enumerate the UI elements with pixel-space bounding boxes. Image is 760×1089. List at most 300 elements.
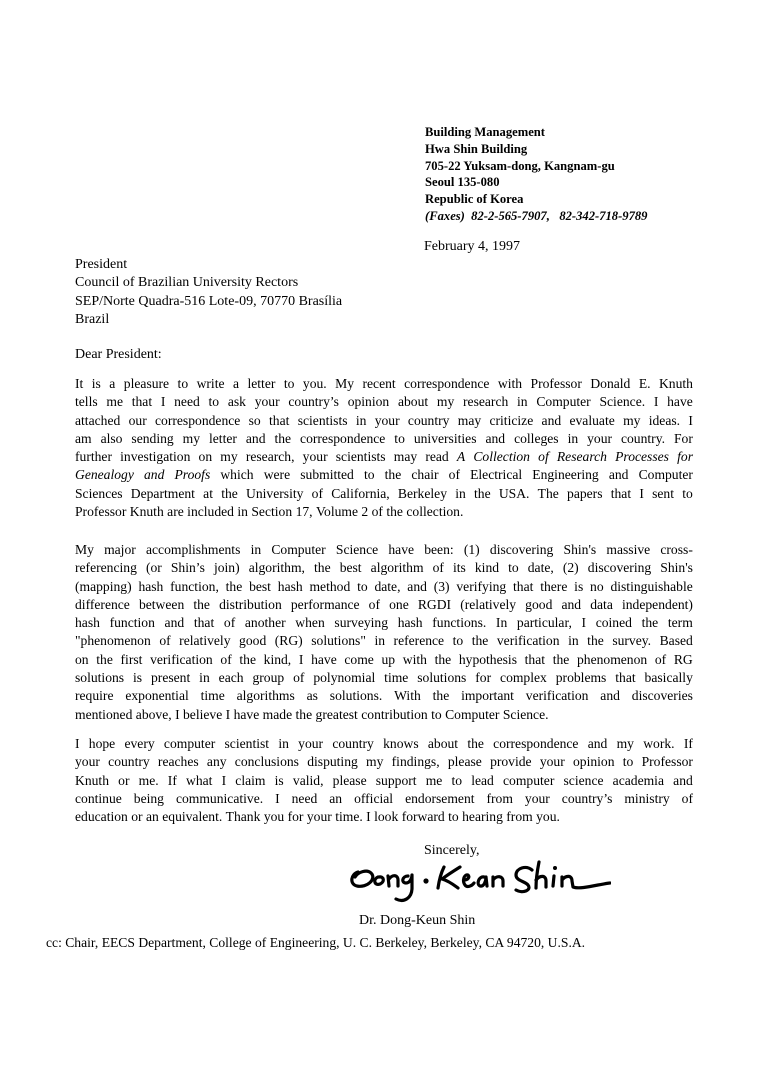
word: I [75,736,80,751]
word: to [431,706,442,722]
word: am [75,430,92,446]
paragraph-line [75,753,693,771]
word: that [513,578,534,594]
word: may [457,412,482,428]
word: If [167,772,177,788]
word: Knuth [129,504,164,520]
word: your [306,809,332,825]
word: the [384,467,402,483]
word: I [639,485,644,501]
word: further [75,449,112,465]
word: of [538,449,549,465]
word: function [109,615,155,631]
word: Volume [315,504,359,520]
word: in [455,485,466,501]
paragraph-line [75,772,693,790]
word: and [608,467,629,483]
word: from [486,790,513,806]
paragraph-line [75,596,693,614]
word: good [525,596,553,612]
word: your [587,430,613,446]
word: good [239,633,267,649]
word: to [208,394,220,410]
word: there [540,578,568,594]
word: difference [75,596,130,612]
word: reference [393,633,445,649]
word: I [298,651,304,667]
word: solutions" [311,633,366,649]
word: an [145,809,159,825]
word: particular, [516,615,572,631]
word: scientist [224,736,270,751]
word: in [250,542,262,557]
paragraph-line [75,485,693,503]
word: look [374,809,399,825]
word: which [220,467,254,483]
recipient-line: SEP/Norte Quadra-516 Lote-09, 70770 Brasília [75,293,343,309]
word: in [568,633,579,649]
word: research [463,394,509,410]
paragraph-line [75,393,693,411]
word: 17, [295,504,313,520]
word: of [432,560,444,576]
word: My [75,542,94,557]
word: Professor [530,376,582,391]
word: hope [88,736,116,751]
word: time [384,670,409,686]
word: to [682,485,693,501]
word: algorithm [370,560,424,576]
word: is [91,376,101,391]
word: your [539,754,565,770]
word: If [683,736,693,751]
signature-stroke [493,877,503,886]
word: Electrical [470,467,523,483]
word: the [474,485,491,501]
word: and [673,772,693,788]
paragraph-line [75,578,693,596]
word: the [295,706,313,722]
paragraph-line [75,503,693,521]
word: recent [362,376,396,391]
word: I [366,809,371,825]
word: about [397,394,429,410]
word: RGDI [417,596,452,612]
word: correspondence [300,430,386,446]
word: in [278,736,289,751]
word: function, [170,578,219,594]
sender-line: Seoul 135-080 [425,175,500,190]
body-paragraph-1 [75,375,693,521]
word: Processes [615,449,669,465]
word: Computer [271,542,326,557]
word: disputing [307,754,358,770]
word: to [448,809,459,825]
word: for [677,449,693,465]
word: need [291,790,318,806]
word: Professor [641,754,693,770]
word: Computer [445,706,500,722]
word: of [371,504,383,520]
word: for [287,809,304,825]
word: distribution [219,596,282,612]
word: Thank [225,809,261,825]
word: Engineering [532,467,599,483]
word: that [615,670,636,686]
word: have [233,706,260,722]
word: massive [606,542,651,557]
word: 2 [361,504,369,520]
word: Knuth [658,376,693,391]
word: the [96,651,113,667]
word: (1) [463,542,480,557]
word: of [220,651,232,667]
word: referencing [75,560,137,576]
word: basically [644,670,693,686]
word: academia [612,772,664,788]
word: I [175,706,180,722]
word: of [311,485,323,501]
word: first [120,651,143,667]
word: the [467,736,484,751]
word: my [623,412,641,428]
word: pleasure [123,376,170,391]
word: solutions. [329,688,383,704]
word: Science. [599,394,646,410]
word: country. [620,430,666,446]
word: equivalent. [162,809,223,825]
signature-stroke [516,868,532,892]
word: my [220,449,238,465]
word: your [75,754,100,770]
word: my [182,430,201,446]
word: independent) [621,596,693,612]
word: cross- [660,542,693,557]
word: knows [383,736,419,751]
recipient-line: Brazil [75,311,110,327]
word: a [232,376,240,391]
word: coined [595,615,632,631]
word: Proofs [174,467,211,483]
word: claim [235,772,266,788]
word: is [274,772,284,788]
word: attached [75,412,121,428]
paragraph-line [75,448,693,466]
word: It [75,376,84,391]
word: join) [213,560,240,576]
word: to [452,633,464,649]
word: surveying [334,615,389,631]
word: In [495,615,508,631]
word: you. [536,809,560,825]
word: solutions [75,670,125,686]
word: USA. [498,485,530,501]
word: an [329,790,343,806]
word: that [193,615,215,631]
word: (3) [433,578,450,594]
paragraph-line [75,669,693,687]
word: our [128,412,147,428]
word: correspondence [155,412,241,428]
word: problems [555,670,607,686]
carbon-copy-line: cc: Chair, EECS Department, College of Engineering, U. C. Berkeley, Berkeley, CA 94720, U.S.A. [46,935,586,950]
word: Sciences [75,485,123,501]
word: (or [145,560,162,576]
word: findings, [391,754,440,770]
word: chair [411,467,439,483]
word: the [314,560,331,576]
word: my [366,754,384,770]
word: may [393,449,418,465]
word: California, [331,485,390,501]
word: of [681,790,693,806]
word: another [244,615,286,631]
recipient-line: President [75,257,128,272]
word: read [425,449,449,465]
word: me. [138,772,159,788]
sender-address [425,124,647,225]
word: the [587,633,604,649]
word: provide [490,754,532,770]
word: when [295,615,325,631]
word: data [590,596,613,612]
word: verification [150,651,213,667]
word: I [221,772,227,788]
word: to [508,560,519,576]
word: Shin’s [170,560,205,576]
word: with [402,651,427,667]
word: were [263,467,291,483]
word: hash [397,615,423,631]
word: Professor [75,504,127,520]
word: valid, [292,772,324,788]
word: from [506,809,533,825]
word: colleges [514,430,559,446]
word: ideas. [648,412,681,428]
salutation: Dear President: [75,347,162,362]
word: time. [335,809,363,825]
word: computer [503,772,555,788]
word: (RG) [274,633,303,649]
word: University [246,485,304,501]
word: With [394,688,421,704]
word: papers [567,485,603,501]
word: relatively [179,633,231,649]
word: that [131,394,153,410]
word: the [434,651,452,667]
word: universities [413,430,477,446]
word: present [151,670,191,686]
word: hypothesis [458,651,517,667]
word: need [174,394,200,410]
paragraph-line [75,808,693,826]
word: with [497,376,523,391]
word: of [654,651,667,667]
word: have [667,394,693,410]
word: discovering [489,542,554,557]
word: Based [659,633,693,649]
letter-date: February 4, 1997 [424,239,521,254]
word: (relatively [460,596,517,612]
word: and [541,412,562,428]
word: hash [138,578,164,594]
word: the [471,633,489,649]
word: hash [75,615,100,631]
word: Genealogy [75,467,134,483]
word: and [561,596,582,612]
word: A [456,449,466,465]
word: solutions [417,670,467,686]
word: your [298,736,324,751]
word: date, [527,560,554,576]
word: have [311,651,337,667]
word: and [485,430,506,446]
word: to [283,376,295,391]
paragraph-line [75,687,693,705]
word: mentioned [75,706,133,722]
word: Donald [590,376,631,391]
word: endorsement [405,790,475,806]
word: to [394,430,405,446]
paragraph-line [75,559,693,577]
word: been: [424,542,454,557]
word: that [610,485,632,501]
word: and [600,688,620,704]
word: ministry [624,790,670,806]
word: polynomial [313,670,376,686]
paragraph-line [75,541,693,559]
word: come [344,651,374,667]
word: correspondence [493,736,579,751]
word: letter [209,430,237,446]
word: to [357,578,368,594]
word: in [517,394,528,410]
word: please [447,754,482,770]
word: important [461,688,514,704]
word: the [274,430,292,446]
signer-name: Dr. Dong-Keun Shin [359,913,476,928]
word: I [225,706,231,722]
word: to [363,467,375,483]
word: The [537,485,559,501]
word: country [108,754,150,770]
word: Collection [473,449,530,465]
sender-faxes [425,208,647,225]
word: of [223,615,236,631]
word: science [563,772,604,788]
word: no [590,578,604,594]
word: performance [290,596,360,612]
word: conclusions [234,754,299,770]
word: believe [183,706,223,722]
signature-stroke [562,876,610,887]
word: exponential [125,688,189,704]
word: at [203,485,213,501]
word: country [332,736,374,751]
word: me [106,394,123,410]
word: made [262,706,293,722]
word: "phenomenon [75,633,151,649]
word: what [186,772,213,788]
faxes-label: (Faxes) [425,208,465,223]
word: evaluate [569,412,615,428]
word: included [187,504,234,520]
word: in [567,430,579,446]
word: I [160,394,166,410]
word: about [427,736,459,751]
word: every [124,736,155,751]
word: the [552,651,570,667]
word: of [448,467,460,483]
word: have [388,542,415,557]
word: I [653,394,659,410]
word: please [332,772,367,788]
word: Computer [638,467,693,483]
word: of [368,596,380,612]
word: and [144,467,165,483]
sender-line: Hwa Shin Building [425,141,528,156]
word: I [688,412,693,428]
word: best [339,560,362,576]
word: education [75,809,128,825]
word: for [475,670,492,686]
word: Shin's [660,560,693,576]
word: date, [374,578,401,594]
word: Knuth [75,772,109,788]
word: me [425,772,443,788]
word: your [524,790,550,806]
word: you [263,809,285,825]
word: RG [673,651,693,667]
word: major [104,542,136,557]
word: are [167,504,184,520]
word: support [375,772,417,788]
signature-stroke [464,875,474,887]
word: in [237,504,248,520]
word: your [302,449,328,465]
word: opinion [347,394,390,410]
word: algorithms [236,688,295,704]
paragraph-line [75,412,693,430]
word: opinion [572,754,615,770]
word: that [524,651,546,667]
word: one [389,596,409,612]
recipient-address [75,256,342,329]
word: your [374,412,400,428]
paragraph-line [75,651,693,669]
word: research, [245,449,295,465]
word: contribution [361,706,428,722]
word: computer [163,736,216,751]
word: time [200,688,225,704]
paragraph-line [75,706,693,724]
sender-line: 705-22 Yuksam-dong, Kangnam-gu [425,158,615,173]
word: hash [277,578,303,594]
paragraph-line [75,375,693,393]
word: discovering [587,560,652,576]
word: work. [643,736,675,751]
word: between [138,596,185,612]
word: and [245,430,266,446]
word: submitted [300,467,354,483]
word: correspondence [404,376,490,391]
word: or [131,809,143,825]
word: survey. [612,633,652,649]
word: investigation [120,449,191,465]
word: is [133,670,143,686]
word: to [622,754,634,770]
handwritten-signature [346,857,611,911]
